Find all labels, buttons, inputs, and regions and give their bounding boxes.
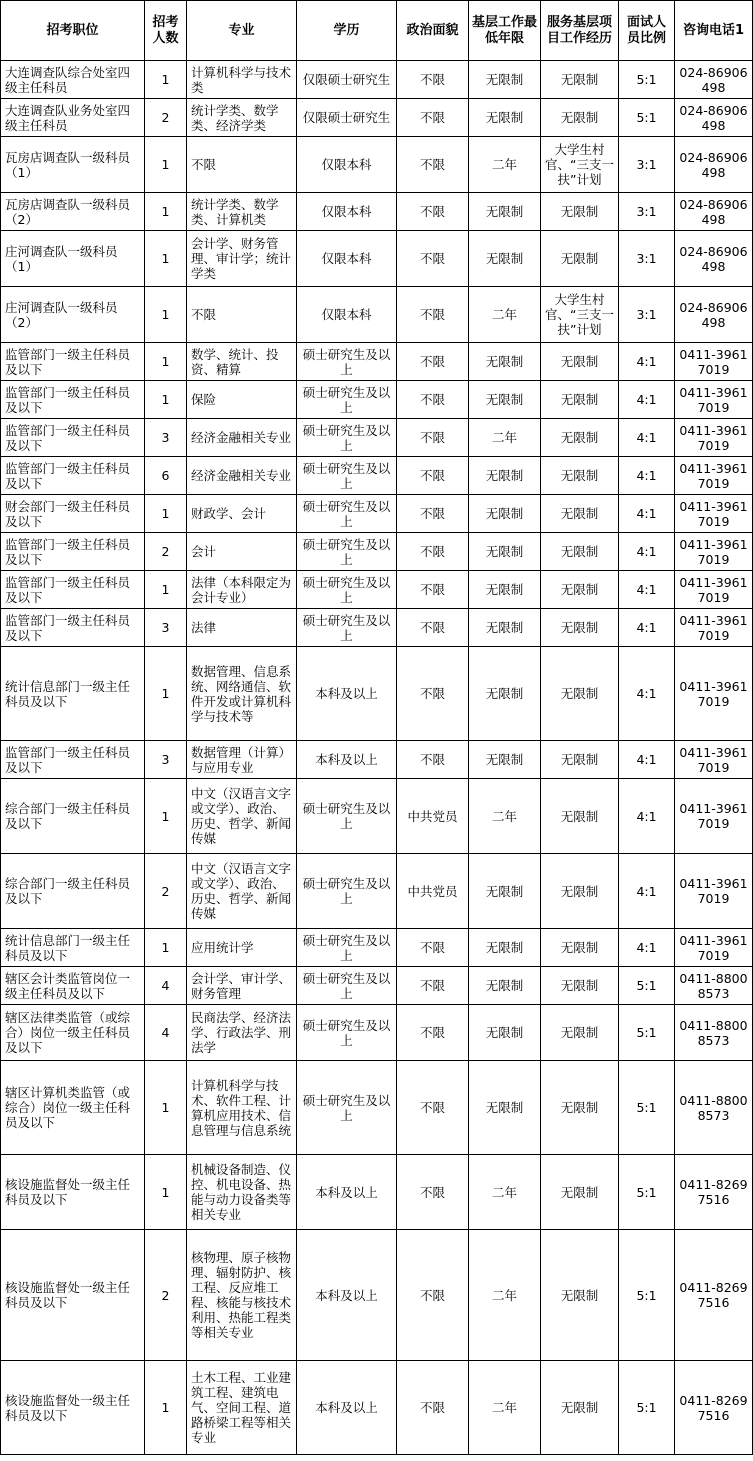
table-row (1, 1061, 753, 1155)
political-status-cell: 不限 (397, 571, 469, 609)
service-experience-cell: 无限制 (541, 609, 619, 647)
position-cell: 核设施监督处一级主任科员及以下 (1, 1361, 145, 1455)
position-cell: 庄河调查队一级科员（1） (1, 231, 145, 287)
interview-ratio-cell: 4:1 (619, 343, 675, 381)
position-cell: 辖区会计类监管岗位一级主任科员及以下 (1, 967, 145, 1005)
phone-cell: 0411-39617019 (675, 741, 753, 779)
political-status-cell: 不限 (397, 741, 469, 779)
interview-ratio-cell: 3:1 (619, 137, 675, 193)
major-cell: 经济金融相关专业 (187, 419, 297, 457)
header-phone: 咨询电话1 (675, 1, 753, 61)
interview-ratio-cell: 4:1 (619, 779, 675, 854)
education-cell: 本科及以上 (297, 741, 397, 779)
table-row (1, 287, 753, 343)
table-row (1, 1361, 753, 1455)
major-cell: 财政学、会计 (187, 495, 297, 533)
service-experience-cell: 无限制 (541, 1005, 619, 1061)
min-years-cell: 无限制 (469, 647, 541, 741)
political-status-cell: 不限 (397, 929, 469, 967)
phone-cell: 0411-39617019 (675, 929, 753, 967)
major-cell: 经济金融相关专业 (187, 457, 297, 495)
education-cell: 硕士研究生及以上 (297, 854, 397, 929)
political-status-cell: 不限 (397, 495, 469, 533)
header-count: 招考人数 (145, 1, 187, 61)
service-experience-cell: 无限制 (541, 343, 619, 381)
major-cell: 数学、统计、投资、精算 (187, 343, 297, 381)
major-cell: 中文（汉语言文字或文学）、政治、历史、哲学、新闻传媒 (187, 854, 297, 929)
count-cell: 1 (145, 647, 187, 741)
min-years-cell: 无限制 (469, 741, 541, 779)
education-cell: 硕士研究生及以上 (297, 967, 397, 1005)
education-cell: 仅限本科 (297, 231, 397, 287)
phone-cell: 0411-39617019 (675, 779, 753, 854)
position-cell: 辖区计算机类监管（或综合）岗位一级主任科员及以下 (1, 1061, 145, 1155)
service-experience-cell: 无限制 (541, 967, 619, 1005)
header-min-years: 基层工作最低年限 (469, 1, 541, 61)
phone-cell: 024-86906498 (675, 287, 753, 343)
phone-cell: 024-86906498 (675, 61, 753, 99)
service-experience-cell: 无限制 (541, 231, 619, 287)
count-cell: 1 (145, 495, 187, 533)
interview-ratio-cell: 4:1 (619, 929, 675, 967)
education-cell: 仅限硕士研究生 (297, 61, 397, 99)
education-cell: 仅限本科 (297, 287, 397, 343)
phone-cell: 0411-39617019 (675, 854, 753, 929)
table-row (1, 647, 753, 741)
position-cell: 综合部门一级主任科员及以下 (1, 854, 145, 929)
education-cell: 本科及以上 (297, 1155, 397, 1230)
interview-ratio-cell: 4:1 (619, 571, 675, 609)
position-cell: 辖区法律类监管（或综合）岗位一级主任科员及以下 (1, 1005, 145, 1061)
interview-ratio-cell: 3:1 (619, 231, 675, 287)
major-cell: 法律 (187, 609, 297, 647)
table-row (1, 741, 753, 779)
min-years-cell: 二年 (469, 1155, 541, 1230)
political-status-cell: 不限 (397, 533, 469, 571)
phone-cell: 0411-82697516 (675, 1361, 753, 1455)
table-row (1, 1005, 753, 1061)
major-cell: 保险 (187, 381, 297, 419)
table-row (1, 381, 753, 419)
major-cell: 法律（本科限定为会计专业） (187, 571, 297, 609)
min-years-cell: 无限制 (469, 495, 541, 533)
position-cell: 大连调查队业务处室四级主任科员 (1, 99, 145, 137)
phone-cell: 0411-39617019 (675, 419, 753, 457)
table-row (1, 779, 753, 854)
education-cell: 仅限本科 (297, 193, 397, 231)
interview-ratio-cell: 5:1 (619, 1061, 675, 1155)
min-years-cell: 无限制 (469, 457, 541, 495)
phone-cell: 024-86906498 (675, 231, 753, 287)
position-cell: 监管部门一级主任科员及以下 (1, 533, 145, 571)
phone-cell: 0411-39617019 (675, 609, 753, 647)
count-cell: 1 (145, 779, 187, 854)
min-years-cell: 无限制 (469, 1061, 541, 1155)
position-cell: 统计信息部门一级主任科员及以下 (1, 647, 145, 741)
service-experience-cell: 无限制 (541, 457, 619, 495)
political-status-cell: 中共党员 (397, 854, 469, 929)
interview-ratio-cell: 4:1 (619, 533, 675, 571)
education-cell: 硕士研究生及以上 (297, 779, 397, 854)
political-status-cell: 不限 (397, 343, 469, 381)
table-row (1, 193, 753, 231)
interview-ratio-cell: 3:1 (619, 287, 675, 343)
interview-ratio-cell: 5:1 (619, 1361, 675, 1455)
major-cell: 计算机科学与技术类 (187, 61, 297, 99)
interview-ratio-cell: 5:1 (619, 61, 675, 99)
header-position: 招考职位 (1, 1, 145, 61)
phone-cell: 024-86906498 (675, 193, 753, 231)
interview-ratio-cell: 4:1 (619, 647, 675, 741)
min-years-cell: 二年 (469, 1361, 541, 1455)
count-cell: 1 (145, 193, 187, 231)
min-years-cell: 二年 (469, 419, 541, 457)
count-cell: 2 (145, 533, 187, 571)
political-status-cell: 不限 (397, 381, 469, 419)
major-cell: 土木工程、工业建筑工程、建筑电气、空间工程、道路桥梁工程等相关专业 (187, 1361, 297, 1455)
count-cell: 1 (145, 343, 187, 381)
table-row (1, 1230, 753, 1361)
position-cell: 监管部门一级主任科员及以下 (1, 741, 145, 779)
service-experience-cell: 无限制 (541, 495, 619, 533)
political-status-cell: 不限 (397, 609, 469, 647)
count-cell: 1 (145, 571, 187, 609)
service-experience-cell: 无限制 (541, 419, 619, 457)
table-row (1, 854, 753, 929)
min-years-cell: 无限制 (469, 967, 541, 1005)
table-row (1, 61, 753, 99)
interview-ratio-cell: 5:1 (619, 1230, 675, 1361)
interview-ratio-cell: 4:1 (619, 609, 675, 647)
major-cell: 应用统计学 (187, 929, 297, 967)
interview-ratio-cell: 4:1 (619, 854, 675, 929)
min-years-cell: 无限制 (469, 343, 541, 381)
major-cell: 会计学、审计学、财务管理 (187, 967, 297, 1005)
education-cell: 硕士研究生及以上 (297, 609, 397, 647)
phone-cell: 0411-39617019 (675, 343, 753, 381)
header-service-experience: 服务基层项目工作经历 (541, 1, 619, 61)
education-cell: 硕士研究生及以上 (297, 929, 397, 967)
min-years-cell: 二年 (469, 1230, 541, 1361)
education-cell: 硕士研究生及以上 (297, 533, 397, 571)
political-status-cell: 不限 (397, 99, 469, 137)
header-row (1, 1, 753, 61)
education-cell: 本科及以上 (297, 647, 397, 741)
service-experience-cell: 无限制 (541, 61, 619, 99)
major-cell: 数据管理、信息系统、网络通信、软件开发或计算机科学与技术等 (187, 647, 297, 741)
interview-ratio-cell: 5:1 (619, 99, 675, 137)
min-years-cell: 无限制 (469, 381, 541, 419)
min-years-cell: 无限制 (469, 193, 541, 231)
min-years-cell: 无限制 (469, 929, 541, 967)
count-cell: 2 (145, 1230, 187, 1361)
political-status-cell: 不限 (397, 1361, 469, 1455)
count-cell: 1 (145, 287, 187, 343)
political-status-cell: 不限 (397, 1155, 469, 1230)
phone-cell: 0411-39617019 (675, 381, 753, 419)
count-cell: 3 (145, 419, 187, 457)
service-experience-cell: 无限制 (541, 647, 619, 741)
count-cell: 1 (145, 1361, 187, 1455)
count-cell: 3 (145, 609, 187, 647)
phone-cell: 024-86906498 (675, 137, 753, 193)
major-cell: 不限 (187, 137, 297, 193)
political-status-cell: 不限 (397, 61, 469, 99)
phone-cell: 0411-39617019 (675, 457, 753, 495)
count-cell: 1 (145, 61, 187, 99)
min-years-cell: 二年 (469, 137, 541, 193)
position-cell: 监管部门一级主任科员及以下 (1, 343, 145, 381)
header-major: 专业 (187, 1, 297, 61)
phone-cell: 0411-88008573 (675, 967, 753, 1005)
header-political-status: 政治面貌 (397, 1, 469, 61)
phone-cell: 0411-82697516 (675, 1155, 753, 1230)
education-cell: 硕士研究生及以上 (297, 343, 397, 381)
table-row (1, 609, 753, 647)
count-cell: 1 (145, 231, 187, 287)
table-row (1, 495, 753, 533)
min-years-cell: 二年 (469, 779, 541, 854)
position-cell: 统计信息部门一级主任科员及以下 (1, 929, 145, 967)
table-row (1, 231, 753, 287)
education-cell: 硕士研究生及以上 (297, 1005, 397, 1061)
count-cell: 4 (145, 1005, 187, 1061)
position-cell: 财会部门一级主任科员及以下 (1, 495, 145, 533)
count-cell: 1 (145, 929, 187, 967)
count-cell: 1 (145, 1155, 187, 1230)
service-experience-cell: 大学生村官、“三支一扶”计划 (541, 137, 619, 193)
min-years-cell: 无限制 (469, 533, 541, 571)
interview-ratio-cell: 4:1 (619, 741, 675, 779)
count-cell: 1 (145, 137, 187, 193)
major-cell: 统计学类、数学类、经济学类 (187, 99, 297, 137)
table-row (1, 457, 753, 495)
min-years-cell: 无限制 (469, 1005, 541, 1061)
table-row (1, 967, 753, 1005)
major-cell: 机械设备制造、仪控、机电设备、热能与动力设备类等相关专业 (187, 1155, 297, 1230)
table-row (1, 533, 753, 571)
education-cell: 本科及以上 (297, 1361, 397, 1455)
header-interview-ratio: 面试人员比例 (619, 1, 675, 61)
count-cell: 2 (145, 99, 187, 137)
table-row (1, 99, 753, 137)
phone-cell: 0411-82697516 (675, 1230, 753, 1361)
position-cell: 瓦房店调查队一级科员（2） (1, 193, 145, 231)
interview-ratio-cell: 5:1 (619, 1155, 675, 1230)
major-cell: 民商法学、经济法学、行政法学、刑法学 (187, 1005, 297, 1061)
service-experience-cell: 无限制 (541, 1061, 619, 1155)
phone-cell: 024-86906498 (675, 99, 753, 137)
major-cell: 会计学、财务管理、审计学；统计学类 (187, 231, 297, 287)
political-status-cell: 不限 (397, 1230, 469, 1361)
service-experience-cell: 无限制 (541, 929, 619, 967)
header-education: 学历 (297, 1, 397, 61)
phone-cell: 0411-39617019 (675, 647, 753, 741)
interview-ratio-cell: 3:1 (619, 193, 675, 231)
table-row (1, 571, 753, 609)
count-cell: 3 (145, 741, 187, 779)
major-cell: 会计 (187, 533, 297, 571)
education-cell: 硕士研究生及以上 (297, 381, 397, 419)
position-cell: 核设施监督处一级主任科员及以下 (1, 1155, 145, 1230)
min-years-cell: 无限制 (469, 99, 541, 137)
position-cell: 庄河调查队一级科员（2） (1, 287, 145, 343)
table-row (1, 1155, 753, 1230)
table-row (1, 343, 753, 381)
interview-ratio-cell: 4:1 (619, 495, 675, 533)
position-cell: 大连调查队综合处室四级主任科员 (1, 61, 145, 99)
service-experience-cell: 无限制 (541, 1155, 619, 1230)
service-experience-cell: 无限制 (541, 1361, 619, 1455)
interview-ratio-cell: 4:1 (619, 381, 675, 419)
political-status-cell: 不限 (397, 231, 469, 287)
phone-cell: 0411-39617019 (675, 571, 753, 609)
position-cell: 瓦房店调查队一级科员（1） (1, 137, 145, 193)
position-cell: 监管部门一级主任科员及以下 (1, 571, 145, 609)
interview-ratio-cell: 4:1 (619, 457, 675, 495)
interview-ratio-cell: 5:1 (619, 967, 675, 1005)
major-cell: 核物理、原子核物理、辐射防护、核工程、反应堆工程、核能与核技术利用、热能工程类等相关专业 (187, 1230, 297, 1361)
service-experience-cell: 无限制 (541, 193, 619, 231)
service-experience-cell: 无限制 (541, 741, 619, 779)
service-experience-cell: 无限制 (541, 1230, 619, 1361)
count-cell: 1 (145, 381, 187, 419)
service-experience-cell: 无限制 (541, 533, 619, 571)
major-cell: 中文（汉语言文字或文学）、政治、历史、哲学、新闻传媒 (187, 779, 297, 854)
min-years-cell: 二年 (469, 287, 541, 343)
table-row (1, 929, 753, 967)
min-years-cell: 无限制 (469, 61, 541, 99)
political-status-cell: 不限 (397, 967, 469, 1005)
count-cell: 4 (145, 967, 187, 1005)
position-cell: 核设施监督处一级主任科员及以下 (1, 1230, 145, 1361)
major-cell: 不限 (187, 287, 297, 343)
count-cell: 2 (145, 854, 187, 929)
position-cell: 监管部门一级主任科员及以下 (1, 381, 145, 419)
education-cell: 仅限硕士研究生 (297, 99, 397, 137)
min-years-cell: 无限制 (469, 609, 541, 647)
min-years-cell: 无限制 (469, 854, 541, 929)
major-cell: 数据管理（计算）与应用专业 (187, 741, 297, 779)
position-cell: 监管部门一级主任科员及以下 (1, 419, 145, 457)
education-cell: 硕士研究生及以上 (297, 1061, 397, 1155)
political-status-cell: 不限 (397, 287, 469, 343)
min-years-cell: 无限制 (469, 571, 541, 609)
table-row (1, 137, 753, 193)
political-status-cell: 不限 (397, 137, 469, 193)
count-cell: 1 (145, 1061, 187, 1155)
service-experience-cell: 无限制 (541, 854, 619, 929)
political-status-cell: 不限 (397, 419, 469, 457)
education-cell: 硕士研究生及以上 (297, 457, 397, 495)
interview-ratio-cell: 4:1 (619, 419, 675, 457)
interview-ratio-cell: 5:1 (619, 1005, 675, 1061)
education-cell: 本科及以上 (297, 1230, 397, 1361)
position-cell: 综合部门一级主任科员及以下 (1, 779, 145, 854)
service-experience-cell: 无限制 (541, 99, 619, 137)
phone-cell: 0411-88008573 (675, 1061, 753, 1155)
position-cell: 监管部门一级主任科员及以下 (1, 457, 145, 495)
education-cell: 硕士研究生及以上 (297, 495, 397, 533)
education-cell: 硕士研究生及以上 (297, 419, 397, 457)
position-cell: 监管部门一级主任科员及以下 (1, 609, 145, 647)
phone-cell: 0411-88008573 (675, 1005, 753, 1061)
political-status-cell: 不限 (397, 457, 469, 495)
education-cell: 硕士研究生及以上 (297, 571, 397, 609)
service-experience-cell: 无限制 (541, 381, 619, 419)
education-cell: 仅限本科 (297, 137, 397, 193)
phone-cell: 0411-39617019 (675, 495, 753, 533)
political-status-cell: 不限 (397, 1061, 469, 1155)
table-row (1, 419, 753, 457)
service-experience-cell: 无限制 (541, 571, 619, 609)
political-status-cell: 不限 (397, 647, 469, 741)
count-cell: 6 (145, 457, 187, 495)
service-experience-cell: 大学生村官、“三支一扶”计划 (541, 287, 619, 343)
political-status-cell: 不限 (397, 193, 469, 231)
service-experience-cell: 无限制 (541, 779, 619, 854)
min-years-cell: 无限制 (469, 231, 541, 287)
political-status-cell: 中共党员 (397, 779, 469, 854)
phone-cell: 0411-39617019 (675, 533, 753, 571)
major-cell: 计算机科学与技术、软件工程、计算机应用技术、信息管理与信息系统 (187, 1061, 297, 1155)
major-cell: 统计学类、数学类、计算机类 (187, 193, 297, 231)
political-status-cell: 不限 (397, 1005, 469, 1061)
